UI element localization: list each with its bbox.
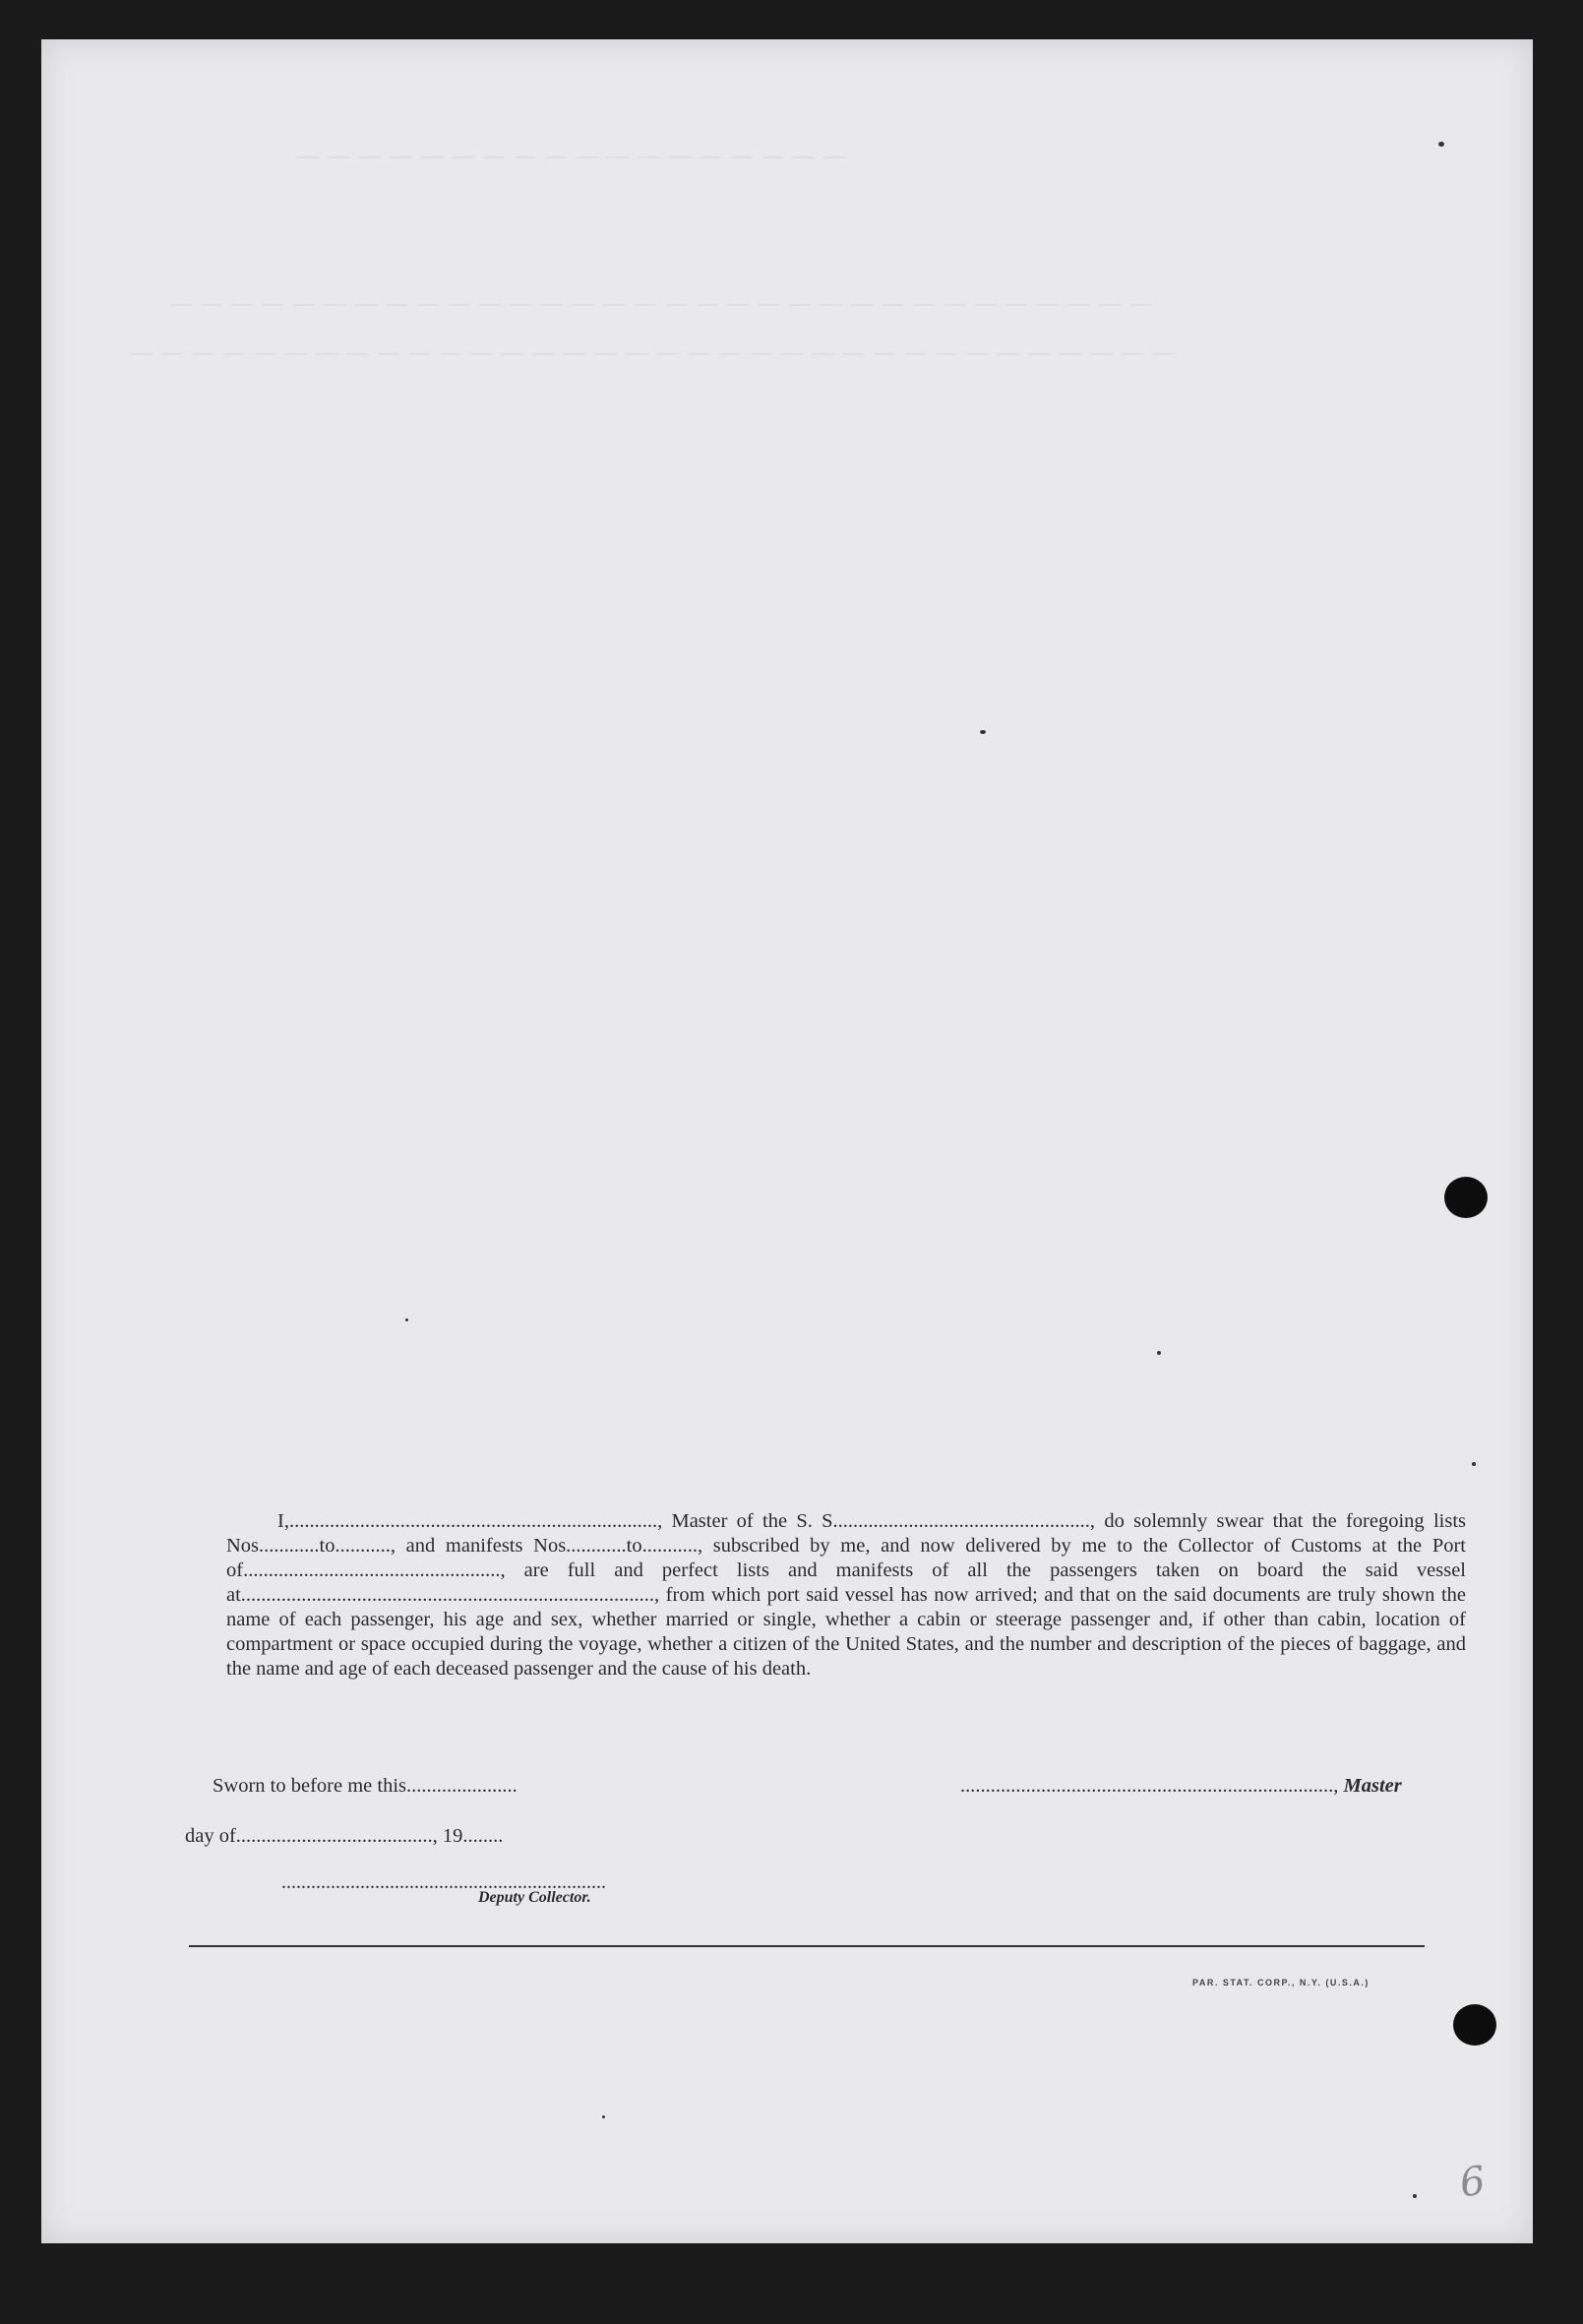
master-label: Master [1343,1775,1402,1797]
dust-speck [405,1318,408,1321]
master-signature-line [960,1775,1402,1798]
dust-speck [1157,1351,1161,1355]
oath-text: I,........................................................................., Master of the S. S..................................................., do solemnly swear that the foregoing lists Nos............to..........., and manifests Nos............to..........., subscribed by me, and now delivered by me to the Collector of Customs at the Port of..................................................., are full and perfect lists and manifests of all the passengers taken on board the said vessel at.................................................................................., from which port said vessel has now arrived; and that on the said documents are truly shown the name of each passenger, his age and sex, whether married or single, whether a cabin or steerage passenger and, if other than cabin, location of compartment or space occupied during the voyage, whether a citizen of the United States, and the number and description of the pieces of baggage, and the name and age of each deceased passenger and the cause of his death. [226,1510,1466,1680]
printer-imprint: PAR. STAT. CORP., N.Y. (U.S.A.) [1192,1978,1370,1988]
document-page [41,39,1533,2243]
deputy-collector-label: Deputy Collector. [478,1889,591,1906]
dust-speck [602,2115,605,2118]
punch-hole-icon [1444,1177,1488,1218]
master-dots: .........................................................................., [960,1775,1339,1797]
sworn-line [213,1775,518,1798]
dust-speck [980,730,986,734]
bleed-through-text: — — — — — — — — — — — — — — — — — — [297,143,848,167]
dust-speck [1413,2194,1417,2198]
dust-speck [1438,142,1444,147]
bleed-through-text: — — — — — — — — — — — — — — — — — — — — — — — — — — — — — — — — [169,290,1154,315]
dust-speck [1472,1462,1476,1466]
day-of-line [185,1825,503,1848]
deputy-signature-dots: .................................................................. [281,1871,606,1893]
punch-hole-icon [1453,2004,1496,2046]
bleed-through-text: — — — — — — — — — — — — — — — — — — — — — — — — — — — — — — — — — — [130,339,1177,364]
bottom-rule [189,1945,1425,1947]
handwritten-page-number: 6 [1456,2158,1489,2207]
oath-paragraph [226,1509,1466,1682]
sworn-text: Sworn to before me this...................... [213,1775,518,1797]
day-of-text: day of......................................., 19........ [185,1825,504,1847]
